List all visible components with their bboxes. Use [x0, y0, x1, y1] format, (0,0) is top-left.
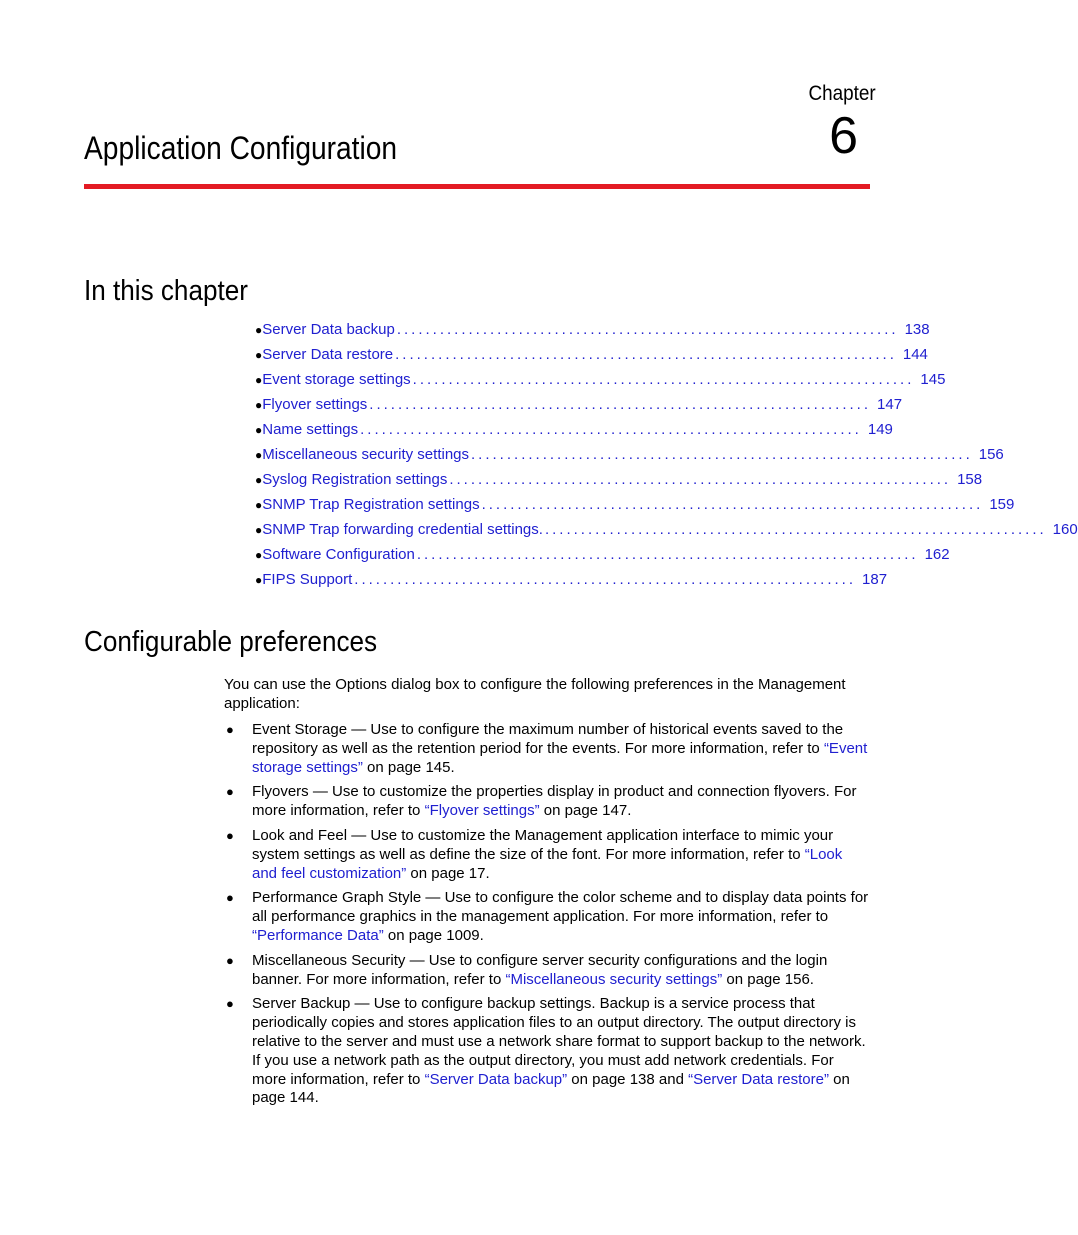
toc-link[interactable]: Event storage settings	[262, 371, 411, 388]
intro-paragraph	[224, 675, 864, 713]
bullet-text: on page 138 and	[567, 1070, 689, 1088]
bullet-icon: ●	[255, 498, 263, 512]
bullet-icon: ●	[255, 548, 263, 562]
preferences-list	[224, 721, 870, 1114]
bullet-icon: ●	[255, 398, 263, 412]
toc-page[interactable]: 162	[924, 546, 950, 563]
toc-link[interactable]: Flyover settings	[262, 396, 368, 413]
bullet-icon: ●	[255, 423, 263, 437]
bullet-icon: ●	[226, 784, 234, 800]
xref-link[interactable]: “Event storage settings”	[252, 739, 868, 776]
toc-leader: ......................................................................	[412, 371, 915, 388]
toc-page[interactable]: 149	[867, 421, 893, 438]
bullet-text: on page 156.	[722, 970, 814, 988]
list-item	[224, 995, 870, 1108]
xref-link[interactable]: “Server Data restore”	[688, 1070, 829, 1088]
toc-page[interactable]: 158	[957, 471, 983, 488]
bullet-icon: ●	[226, 890, 234, 906]
bullet-icon: ●	[255, 573, 263, 587]
intro-text: You can use the	[224, 676, 336, 693]
toc-link[interactable]: SNMP Trap Registration settings	[262, 496, 480, 513]
list-item	[224, 721, 870, 777]
bullet-icon: ●	[226, 996, 234, 1012]
toc-leader: ......................................................................	[354, 571, 857, 588]
bullet-text: Server Backup — Use to configure backup settings. Backup is a service process that periodically copies and stores application files to an output directory. The output directory is relative to the server and must use a network share format to support backup to the network. If you use a network path as the output directory, you must add network credentials. For more information, refer to	[252, 995, 866, 1088]
intro-text: dialog box to configure the following preferences in the Management application:	[224, 676, 846, 712]
chapter-title: Application Configuration	[84, 130, 398, 166]
bullet-text: Miscellaneous Security — Use to configure server security configurations and the login banner. For more information, refer to	[252, 951, 828, 988]
bullet-text: Look and Feel — Use to customize the Management application interface to mimic your system settings as well as define the size of the font. For more information, refer to	[252, 826, 834, 863]
chapter-rule	[84, 184, 870, 189]
bullet-icon: ●	[255, 323, 263, 337]
bullet-icon: ●	[255, 448, 263, 462]
toc-leader: ......................................................................	[481, 496, 984, 513]
toc-item[interactable]	[255, 471, 983, 496]
toc-leader: ......................................................................	[395, 346, 897, 363]
toc-link[interactable]: Name settings	[262, 421, 359, 438]
bullet-text: Flyovers — Use to customize the properties display in product and connection flyovers. For more information, refer to	[252, 783, 857, 820]
chapter-label: Chapter	[808, 82, 876, 105]
xref-link[interactable]: “Performance Data”	[252, 926, 384, 944]
toc-item[interactable]	[255, 396, 903, 421]
toc-leader: ......................................................................	[360, 421, 862, 438]
xref-link[interactable]: “Look and feel customization”	[252, 845, 843, 882]
toc-link[interactable]: Server Data backup	[262, 321, 395, 338]
bullet-icon: ●	[255, 473, 263, 487]
chapter-toc	[255, 321, 1078, 596]
bullet-text: Performance Graph Style — Use to configure the color scheme and to display data points for all performance graphics in the management application. For more information, refer to	[252, 889, 869, 926]
list-item	[224, 783, 870, 821]
toc-leader: ......................................................................	[396, 321, 899, 338]
toc-leader: ......................................................................	[544, 521, 1047, 538]
list-item	[224, 827, 870, 883]
toc-page[interactable]: 159	[989, 496, 1015, 513]
toc-page[interactable]: 187	[862, 571, 888, 588]
list-item	[224, 952, 870, 990]
toc-item[interactable]	[255, 521, 1078, 546]
xref-link[interactable]: “Flyover settings”	[424, 802, 540, 820]
bullet-icon: ●	[226, 722, 234, 737]
in-this-chapter-heading: In this chapter	[84, 275, 248, 307]
toc-leader: ......................................................................	[369, 396, 872, 413]
bullet-icon: ●	[226, 952, 234, 968]
toc-item[interactable]	[255, 346, 928, 371]
bullet-icon: ●	[255, 523, 263, 537]
toc-page[interactable]: 156	[978, 446, 1004, 463]
toc-link[interactable]: FIPS Support	[262, 571, 353, 588]
toc-item[interactable]	[255, 496, 1015, 521]
configurable-preferences-heading: Configurable preferences	[84, 626, 378, 658]
toc-link[interactable]: Miscellaneous security settings	[262, 446, 470, 463]
bullet-text: on page 1009.	[383, 926, 484, 944]
toc-page[interactable]: 138	[904, 321, 930, 338]
toc-item[interactable]	[255, 446, 1004, 471]
toc-item[interactable]	[255, 421, 893, 446]
bullet-text: Event Storage — Use to configure the maximum number of historical events saved to the repository as well as the retention period for the events. For more information, refer to	[252, 721, 844, 757]
toc-page[interactable]: 144	[902, 346, 928, 363]
toc-item[interactable]	[255, 571, 888, 596]
bullet-text: on page 17.	[406, 864, 490, 882]
toc-page[interactable]: 160	[1052, 521, 1078, 538]
chapter-number: 6	[829, 107, 858, 165]
toc-leader: ......................................................................	[471, 446, 973, 463]
toc-page[interactable]: 145	[920, 371, 946, 388]
toc-link[interactable]: Syslog Registration settings	[262, 471, 448, 488]
bullet-icon: ●	[255, 373, 263, 387]
toc-link[interactable]: Server Data restore	[262, 346, 394, 363]
bullet-icon: ●	[255, 348, 263, 362]
options-term: Options	[335, 676, 387, 693]
toc-item[interactable]	[255, 371, 946, 396]
xref-link[interactable]: “Server Data backup”	[424, 1070, 568, 1088]
toc-leader: ......................................................................	[449, 471, 952, 488]
toc-link[interactable]: SNMP Trap forwarding credential settings.	[262, 521, 543, 538]
bullet-text: on page 144.	[252, 1070, 850, 1107]
toc-page[interactable]: 147	[877, 396, 903, 413]
list-item	[224, 889, 870, 945]
bullet-text: on page 145.	[362, 758, 455, 776]
bullet-icon: ●	[226, 827, 234, 843]
bullet-text: on page 147.	[539, 802, 632, 820]
toc-item[interactable]	[255, 321, 930, 346]
toc-link[interactable]: Software Configuration	[262, 546, 415, 563]
toc-leader: ......................................................................	[416, 546, 919, 563]
toc-item[interactable]	[255, 546, 950, 571]
xref-link[interactable]: “Miscellaneous security settings”	[505, 970, 723, 988]
